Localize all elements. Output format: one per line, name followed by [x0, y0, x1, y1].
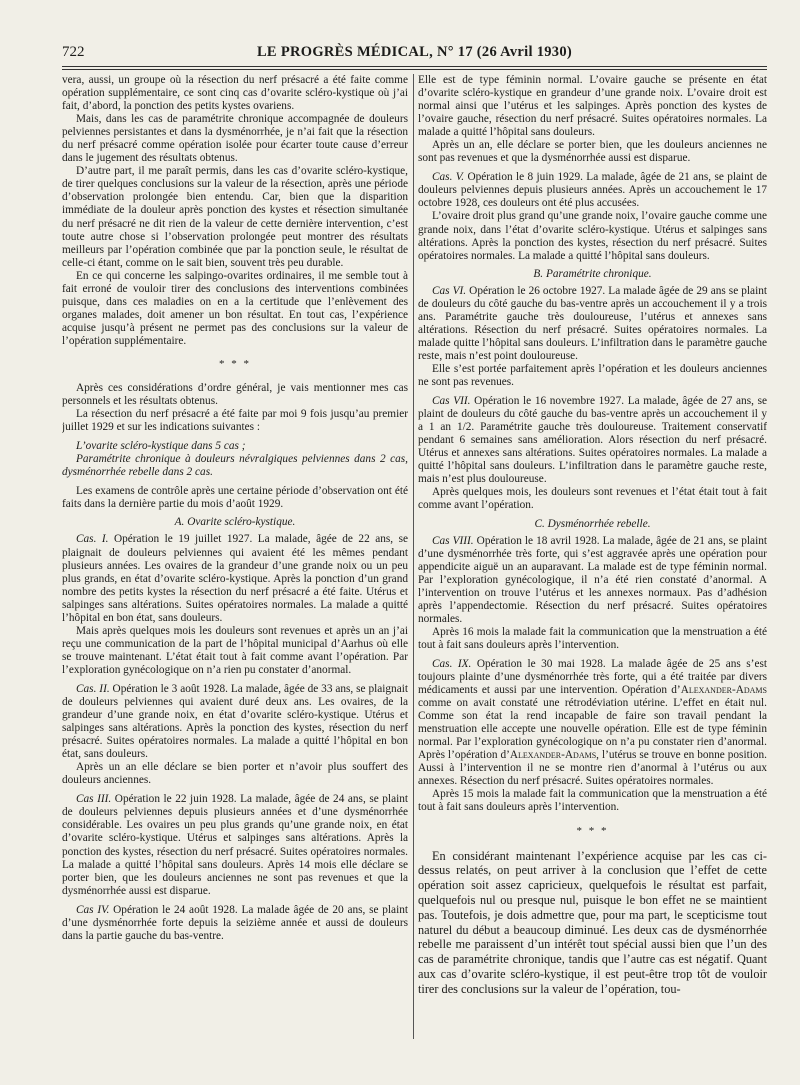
- case-report: [62, 533, 408, 624]
- case-label: Cas VI.: [432, 284, 467, 297]
- case-text: Opération le 18 avril 1928. La malade, âgée de 21 ans, se plaint d’une dysménorrhée très forte, qui s’est aggravée après une opération pour appendicite aiguë un an auparavant. La malade est de type féminin normal. Par l’exploration gynécologique, il n’a été rien constaté d’anormal. A l’intervention on trouve l’utérus et les annexes normaux. Pas d’adhésion après l’appendectomie. Résection du nerf présacré. Suites opératoires normales.: [418, 534, 767, 625]
- paragraph: Après ces considérations d’ordre général, je vais mentionner mes cas personnels et les résultats obtenus.: [62, 381, 408, 408]
- header-rule-double: [62, 69, 767, 70]
- paragraph: Mais, dans les cas de paramétrite chronique accompagnée de douleurs pelviennes persistantes et dans la dysménorrhée, je n’ai fait que la résection du nerf présacré comme opération isolée pour écarter toute cause d’erreur dans le jugement des résultats obtenus.: [62, 113, 408, 165]
- case-report: [418, 395, 767, 486]
- section-separator: * * *: [219, 357, 251, 370]
- case-text: Opération le 3 août 1928. La malade, âgée de 33 ans, se plaignait de douleurs pelviennes qui avaient duré deux ans. Les ovaires, de la grandeur d’une grande noix, en état d’ovarite scléro-kystique. Utérus et salpinges sans altérations. Après la ponction des kystes, résection du nerf présacré. Suites opératoires normales. La malade a quitté l’hôpital en bon état, sans douleurs.: [62, 682, 408, 761]
- paragraph: L’ovaire droit plus grand qu’une grande noix, l’ovaire gauche comme une grande noix, dans l’état d’ovarite scléro-kystique. Utérus et salpinges sans altérations. Après la ponction des kystes, résection du nerf présacré. Suites opératoires normales. La malade a quitté l’hôpital sans douleurs.: [418, 210, 767, 262]
- case-label: Cas. V.: [432, 171, 465, 184]
- paragraph: Elle s’est portée parfaitement après l’opération et les douleurs anciennes ne sont pas revenues.: [418, 362, 767, 389]
- header-rule: [62, 66, 767, 67]
- case-label: Cas VII.: [432, 395, 471, 408]
- right-column: [418, 74, 767, 1074]
- case-text: Opération le 24 août 1928. La malade âgée de 20 ans, se plaint d’une dysménorrhée forte depuis la seizième année et aussi de douleurs dans la partie gauche du bas-ventre.: [62, 903, 408, 942]
- author-name: Alexander-Adams: [509, 749, 597, 762]
- paragraph: Mais après quelques mois les douleurs sont revenues et après un an j’ai reçu une communication de la part de l’hôpital municipal d’Aarhus où elle se trouve maintenant. L’état était tout à fait comme avant l’opération. Par l’exploration gynécologique on n’a rien pu constater d’anormal.: [62, 624, 408, 676]
- paragraph: vera, aussi, un groupe où la résection du nerf présacré a été faite comme opération supplémentaire, ce sont cinq cas d’ovarite scléro-kystique où j’ai fait, d’abord, la ponction des petits kystes ovariens.: [62, 74, 408, 113]
- case-text: Opération le 30 mai 1928. La malade âgée de 25 ans s’est toujours plainte d’une dysménorrhée très forte, qui a été traitée par divers médicaments et aussi par une intervention. Opération d’: [418, 657, 767, 697]
- paragraph: Après un an, elle déclare se porter bien, que les douleurs anciennes ne sont pas revenues et que la dysménorrhée aussi est disparue.: [418, 139, 767, 165]
- paragraph: En ce qui concerne les salpingo-ovarites ordinaires, il me semble tout à fait erroné de vouloir tirer des conclusions des interventions combinées puisque, dans ces maladies on en a la certitude que l’enlèvement des organes malades, doit amener un bon résultat. En tout cas, l’expérience acquise jusqu’à présent ne permet pas des conclusions sur la valeur de l’opération supplémentaire.: [62, 269, 408, 347]
- section-heading: A. Ovarite scléro-kystique.: [174, 516, 296, 529]
- column-divider: [413, 74, 414, 1039]
- page-number: 722: [62, 44, 85, 60]
- case-report: [418, 535, 767, 626]
- paragraph: Elle est de type féminin normal. L’ovaire gauche se présente en état d’ovarite scléro-kystique en grandeur d’une grande noix. L’ovaire droit est normal ainsi que l’utérus et les salpinges. Après ponction des kystes de l’ovaire gauche, résection du nerf présacré. Suites opératoires normales. La malade a quitté l’hôpital sans douleurs.: [418, 74, 767, 139]
- paragraph: D’autre part, il me paraît permis, dans les cas d’ovarite scléro-kystique, de tirer quelques conclusions sur la valeur de la résection, après une période d’observation prolongée bien entendu. Car, bien que la disparition immédiate de la douleur après ponction des kystes et résection simultanée du nerf présacré ne dit rien de la valeur de cette dernière intervention, c’est toute autre chose si l’observation prolongée peut montrer des résultats meilleurs par l’opération combinée que par la ponction seule, le résultat de celle-ci étant, comme on le sait bien, souvent très peu durable.: [62, 165, 408, 269]
- case-text: Opération le 19 juillet 1927. La malade, âgée de 22 ans, se plaignait de douleurs pelviennes qui avaient été les mêmes pendant plusieurs années. Les ovaires de la grandeur d’une grande noix ou un peu plus grands, en état d’ovarite scléro-kystique. Après la ponction d’un grand nombre des petits kystes la résection du nerf présacré a été faite. Utérus et salpinges sans altérations. Suites opératoires normales. La malade a quitté l’hôpital en bon état, sans douleurs.: [62, 533, 408, 624]
- journal-title: LE PROGRÈS MÉDICAL, N° 17 (26 Avril 1930): [256, 44, 573, 60]
- case-report: [418, 171, 767, 210]
- page-header: [62, 44, 767, 64]
- case-report: [62, 904, 408, 943]
- section-separator: * * *: [576, 824, 609, 837]
- case-label: Cas IV.: [76, 903, 110, 916]
- case-label: Cas. I.: [76, 533, 109, 546]
- left-column: [62, 74, 408, 1074]
- conclusion-paragraph: En considérant maintenant l’expérience acquise par les cas ci-dessus relatés, on peut arriver à la conclusion que l’effet de cette opération soit assez capricieux, quelquefois le résultat est parfait, quelquefois nul ou presque nul, puisque le bon effet ne se maintient pas. Toutefois, je dois admettre que, pour ma part, le scepticisme tout naturel du début a beaucoup diminué. Les deux cas de dysménorrhée rebelle me paraissent d’un intérêt tout spécial aussi bien que l’un des cas de paramétrite chronique, tandis que l’autre cas est négatif. Quant aux cas d’ovarite scléro-kystique, il est peut-être trop tôt de vouloir tirer des conclusions sur la valeur de l’opération, tou-: [418, 848, 767, 996]
- case-text: Opération le 16 novembre 1927. La malade, âgée de 27 ans, se plaint de douleurs du côté gauche du bas-ventre après un accouchement il y a 1 an 1/2. Paramétrite gauche très douloureuse. Traitement conservatif pendant 6 semaines sans amélioration. Alors résection du nerf présacré. Utérus et annexes sans altérations. Suites opératoires normales. La malade a quitté l’hôpital sans douleurs. L’infiltration dans le paramètre gauche reste, mais n’est plus douloureuse.: [418, 395, 767, 486]
- author-name: Alexander-Adams: [680, 684, 767, 697]
- indication-item: L’ovarite scléro-kystique dans 5 cas ;: [76, 440, 246, 453]
- section-heading: C. Dysménorrhée rebelle.: [534, 517, 651, 530]
- case-text: Opération le 8 juin 1929. La malade, âgée de 21 ans, se plaint de douleurs pelviennes depuis plusieurs années. Après un accouchement le 17 octobre 1928, ces douleurs ont été plus accusées.: [418, 171, 767, 210]
- indication-item: Paramétrite chronique à douleurs névralgiques pelviennes dans 2 cas, dysménorrhée rebelle dans 2 cas.: [62, 453, 408, 479]
- case-report: [62, 683, 408, 761]
- paragraph: Après un an elle déclare se bien porter et n’avoir plus souffert des douleurs anciennes.: [62, 761, 408, 787]
- case-label: Cas VIII.: [432, 534, 474, 547]
- case-text: comme on avait constaté une rétrodéviation utérine. L’effet en était nul. Comme son état la rend incapable de faire son travail pendant la menstruation elle accepte une nouvelle opération. Elle est de type féminin normal. Par l’exploration gynécologique on n’a pu constater rien d’anormal. Après l’opération d’: [418, 697, 767, 762]
- case-label: Cas. II.: [76, 682, 110, 695]
- paragraph: Après 15 mois la malade fait la communication que la menstruation a été tout à fait sans douleurs après l’intervention.: [418, 788, 767, 814]
- case-text: Opération le 22 juin 1928. La malade, âgée de 24 ans, se plaint de douleurs pelviennes depuis plusieurs années et d’une dysménorrhée considérable. Les ovaires un peu plus grands qu’une grande noix, en état d’ovarite scléro-kystique. Utérus et salpinges sans altérations. Après la ponction des kystes, résection du nerf présacré. Suites opératoires normales. La malade a quitté l’hôpital sans douleurs. Après 14 mois elle déclare se porter bien, que les douleurs anciennes ne sont pas revenues et que la dysménorrhée aussi est disparue.: [62, 793, 408, 897]
- paragraph: Les examens de contrôle après une certaine période d’observation ont été faits dans la dernière partie du mois d’août 1929.: [62, 485, 408, 511]
- paragraph: Après quelques mois, les douleurs sont revenues et l’état était tout à fait comme avant l’opération.: [418, 486, 767, 512]
- paragraph: La résection du nerf présacré a été faite par moi 9 fois jusqu’au premier juillet 1929 et sur les indications suivantes :: [62, 408, 408, 434]
- case-label: Cas. IX.: [432, 657, 472, 670]
- case-report: [418, 285, 767, 363]
- case-report: [62, 793, 408, 897]
- case-report: [418, 658, 767, 788]
- paragraph: Après 16 mois la malade fait la communication que la menstruation a été tout à fait sans douleurs après l’intervention.: [418, 625, 767, 651]
- case-text: , l’utérus se trouve en bonne position. Aussi à l’intervention il ne se montre rien d’anormal à l’utérus ou aux annexes. Résection du nerf présacré. Suites opératoires normales.: [418, 749, 767, 788]
- section-heading: B. Paramétrite chronique.: [533, 267, 652, 280]
- case-text: Opération le 26 octobre 1927. La malade âgée de 29 ans se plaint de douleurs du côté gauche du bas-ventre après un accouchement il y a trois ans. Paramétrite gauche très douloureuse, l’utérus et annexes sans altérations. Résection du nerf présacré. Suites opératoires normales. La malade quitte l’hôpital sans douleurs. L’infiltration dans le paramètre gauche reste, mais n’est point douloureuse.: [418, 284, 767, 362]
- case-label: Cas III.: [76, 793, 112, 806]
